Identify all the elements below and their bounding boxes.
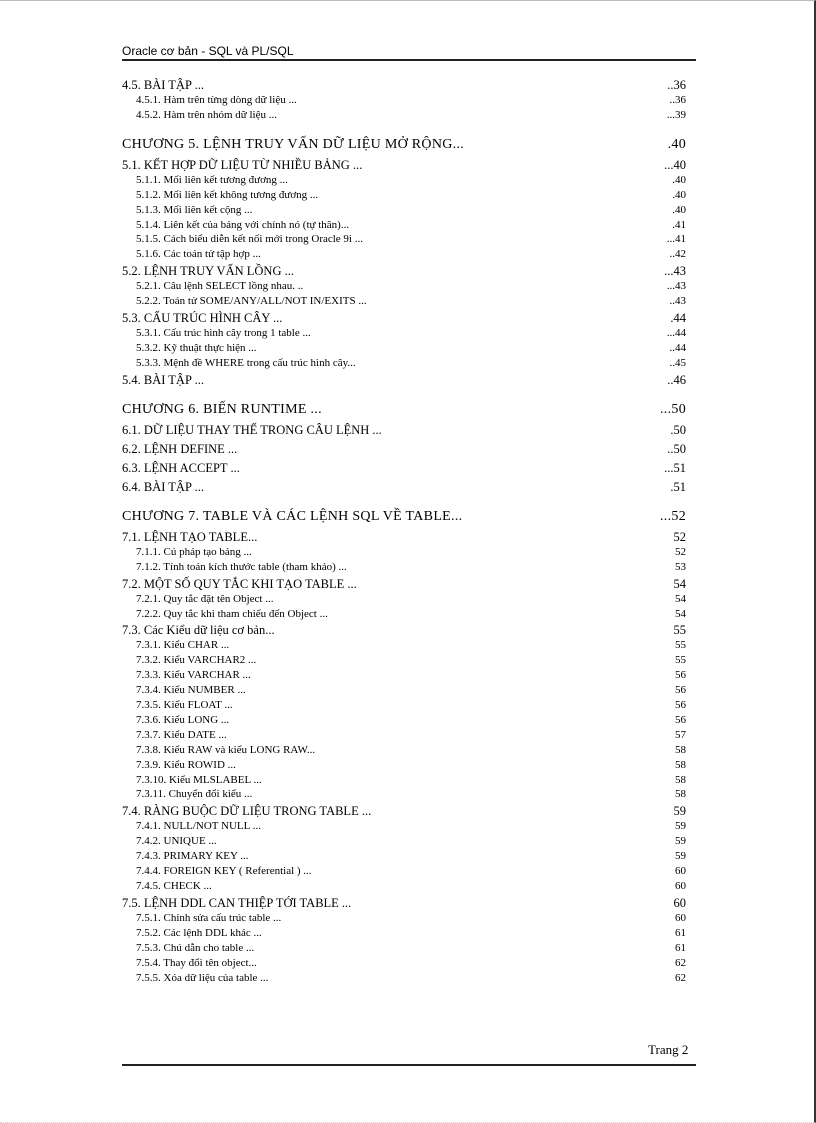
toc-entry-title: 5.1.1. Mối liên kết tương đương ... (136, 173, 288, 186)
toc-entry-page: 60 (673, 895, 686, 910)
toc-entry-title: 7.2.1. Quy tắc đặt tên Object ... (136, 592, 274, 605)
toc-subsection[interactable] (122, 743, 686, 758)
toc-entry-title: 4.5.1. Hàm trên từng dòng dữ liệu ... (136, 94, 297, 106)
toc-entry-title: 5.3.3. Mệnh đề WHERE trong cấu trúc hình cây... (136, 356, 356, 369)
toc-entry-title: 7.3.5. Kiểu FLOAT ... (136, 699, 233, 712)
toc-entry-title: 5.3.1. Cấu trúc hình cây trong 1 table ... (136, 327, 311, 340)
toc-subsection[interactable] (122, 787, 686, 802)
toc-subsection[interactable] (122, 864, 686, 879)
toc-section[interactable] (122, 896, 686, 911)
toc-entry-page: 60 (675, 880, 686, 892)
toc-entry-page: 59 (675, 820, 686, 833)
toc-entry-title: 6.2. LỆNH DEFINE ... (122, 441, 238, 456)
toc-subsection[interactable] (122, 758, 686, 773)
toc-entry-page: ..45 (669, 356, 686, 369)
toc-entry-page: 56 (675, 669, 686, 682)
toc-entry-page: .40 (672, 188, 686, 201)
toc-subsection[interactable] (122, 93, 686, 108)
toc-subsection[interactable] (122, 326, 686, 341)
toc-subsection[interactable] (122, 356, 686, 371)
toc-entry-title: 5.2. LỆNH TRUY VẤN LỒNG ... (122, 264, 294, 279)
toc-subsection[interactable] (122, 819, 686, 834)
toc-entry-title: 7.3.1. Kiểu CHAR ... (136, 639, 230, 652)
toc-subsection[interactable] (122, 218, 686, 233)
toc-entry-title: 7.4.5. CHECK ... (136, 880, 212, 892)
toc-entry-title: 5.1. KẾT HỢP DỮ LIỆU TỪ NHIỀU BẢNG ... (122, 157, 363, 172)
toc-entry-page: 58 (675, 743, 686, 756)
toc-entry-title: 5.1.5. Cách biểu diễn kết nối mới trong Oracle 9i ... (136, 233, 363, 246)
toc-entry-page: 55 (675, 654, 686, 667)
toc-entry-page: 56 (675, 699, 686, 712)
toc-entry-page: .40 (672, 203, 686, 216)
toc-section[interactable] (122, 158, 686, 173)
toc-section[interactable] (122, 311, 686, 326)
toc-entry-title: 5.2.2. Toán tử SOME/ANY/ALL/NOT IN/EXITS ... (136, 295, 367, 308)
toc-chapter[interactable] (122, 136, 686, 154)
toc-entry-page: 56 (675, 713, 686, 726)
toc-entry-page: ...52 (660, 508, 686, 524)
toc-entry-title: CHƯƠNG 7. TABLE VÀ CÁC LỆNH SQL VỀ TABLE... (122, 508, 463, 524)
toc-entry-page: ..42 (669, 248, 686, 261)
toc-entry-title: 7.4. RÀNG BUỘC DỮ LIỆU TRONG TABLE ... (122, 804, 372, 819)
page-header (122, 44, 696, 61)
toc-entry-page: 57 (675, 728, 686, 741)
toc-entry-page: 60 (675, 865, 686, 878)
toc-entry-page: .50 (670, 422, 686, 437)
toc-entry-title: 7.3.6. Kiểu LONG ... (136, 713, 230, 726)
toc-subsection[interactable] (122, 560, 686, 575)
toc-section[interactable] (122, 423, 686, 438)
toc-entry-page: ...43 (666, 280, 686, 293)
toc-entry-title: 5.1.3. Mối liên kết cộng ... (136, 203, 253, 216)
toc-entry-title: 7.5.4. Thay đổi tên object... (136, 956, 257, 969)
toc-subsection[interactable] (122, 971, 686, 986)
toc-subsection[interactable] (122, 849, 686, 864)
toc-entry-page: 55 (675, 639, 686, 652)
toc-entry-title: 7.5.5. Xóa dữ liệu của table ... (136, 971, 269, 984)
toc-entry-title: 7.2.2. Quy tắc khi tham chiếu đến Object ... (136, 607, 328, 620)
toc-entry-page: ...44 (666, 327, 686, 340)
toc-subsection[interactable] (122, 203, 686, 218)
toc-entry-page: .44 (670, 311, 686, 326)
toc-entry-page: ...39 (666, 108, 686, 121)
toc-entry-title: 5.2.1. Câu lệnh SELECT lồng nhau. .. (136, 280, 304, 293)
toc-entry-title: 7.2. MỘT SỐ QUY TẮC KHI TẠO TABLE ... (122, 576, 357, 591)
toc-entry-title: 7.4.4. FOREIGN KEY ( Referential ) ... (136, 865, 312, 878)
toc-entry-title: 7.3.7. Kiểu DATE ... (136, 728, 227, 741)
toc-section[interactable] (122, 264, 686, 279)
header-title: Oracle cơ bản - SQL và PL/SQL (122, 44, 294, 58)
toc-subsection[interactable] (122, 956, 686, 971)
toc-entry-page: .40 (672, 173, 686, 186)
toc-entry-page: 58 (675, 773, 686, 786)
toc-section[interactable] (122, 480, 686, 495)
toc-entry-title: 7.3.8. Kiểu RAW và kiểu LONG RAW... (136, 743, 316, 756)
toc-entry-page: 52 (675, 545, 686, 558)
toc-entry-page: 54 (675, 592, 686, 605)
toc-section[interactable] (122, 804, 686, 819)
toc-entry-title: 5.4. BÀI TẬP ... (122, 372, 204, 387)
toc-subsection[interactable] (122, 713, 686, 728)
footer-rule (122, 1064, 696, 1066)
toc-subsection[interactable] (122, 592, 686, 607)
toc-entry-title: 5.1.2. Mối liên kết không tương đương ... (136, 188, 319, 201)
toc-subsection[interactable] (122, 668, 686, 683)
toc-entry-title: 4.5. BÀI TẬP ... (122, 78, 204, 92)
toc-entry-page: 55 (673, 623, 686, 638)
toc-entry-page: 59 (675, 835, 686, 848)
page-number: Trang 2 (648, 1042, 689, 1057)
toc-entry-title: 7.5.3. Chú dẫn cho table ... (136, 941, 255, 954)
toc-entry-title: 6.1. DỮ LIỆU THAY THẾ TRONG CÂU LỆNH ... (122, 422, 382, 437)
toc-entry-page: ...51 (664, 460, 686, 475)
toc-subsection[interactable] (122, 683, 686, 698)
toc-subsection[interactable] (122, 341, 686, 356)
toc-entry-title: 6.4. BÀI TẬP ... (122, 479, 204, 494)
toc-entry-title: 5.1.6. Các toán tử tập hợp ... (136, 248, 261, 261)
toc-entry-page: 58 (675, 788, 686, 801)
toc-subsection[interactable] (122, 653, 686, 668)
toc-entry-page: ..43 (669, 295, 686, 308)
toc-entry-title: 7.3.3. Kiểu VARCHAR ... (136, 669, 251, 682)
toc-subsection[interactable] (122, 279, 686, 294)
toc-section[interactable] (122, 78, 686, 93)
toc-chapter[interactable] (122, 401, 686, 419)
toc-subsection[interactable] (122, 911, 686, 926)
toc-entry-title: 7.5. LỆNH DDL CAN THIỆP TỚI TABLE ... (122, 895, 352, 910)
toc-entry-title: CHƯƠNG 5. LỆNH TRUY VẤN DỮ LIỆU MỞ RỘNG... (122, 136, 465, 152)
toc-subsection[interactable] (122, 728, 686, 743)
toc-entry-title: 7.1.1. Cú pháp tạo bảng ... (136, 545, 252, 558)
toc-entry-title: 5.3. CẤU TRÚC HÌNH CÂY ... (122, 311, 283, 326)
toc-entry-page: ..36 (669, 94, 686, 106)
toc-chapter[interactable] (122, 508, 686, 526)
toc-section[interactable] (122, 623, 686, 638)
toc-entry-page: ...41 (666, 233, 686, 246)
toc-section[interactable] (122, 373, 686, 388)
toc-entry-page: 59 (675, 850, 686, 863)
toc-entry-page: 53 (675, 560, 686, 573)
toc-entry-title: 7.5.2. Các lệnh DDL khác ... (136, 926, 262, 939)
toc-entry-page: ..50 (667, 441, 686, 456)
toc-entry-title: 5.1.4. Liên kết của bảng với chính nó (tự thân)... (136, 218, 350, 231)
toc-entry-page: .40 (667, 136, 686, 152)
toc-subsection[interactable] (122, 698, 686, 713)
toc-entry-title: 7.4.3. PRIMARY KEY ... (136, 850, 249, 863)
toc-entry-title: CHƯƠNG 6. BIẾN RUNTIME ... (122, 401, 322, 417)
table-of-contents (122, 78, 686, 985)
toc-subsection[interactable] (122, 834, 686, 849)
toc-entry-page: 61 (675, 926, 686, 939)
toc-entry-title: 7.1. LỆNH TẠO TABLE... (122, 529, 258, 544)
toc-entry-page: 54 (675, 607, 686, 620)
toc-entry-page: 54 (673, 576, 686, 591)
toc-entry-page: 61 (675, 941, 686, 954)
toc-entry-page: ..46 (667, 372, 686, 387)
toc-subsection[interactable] (122, 294, 686, 309)
toc-subsection[interactable] (122, 926, 686, 941)
toc-entry-page: 62 (675, 971, 686, 984)
toc-section[interactable] (122, 442, 686, 457)
toc-subsection[interactable] (122, 173, 686, 188)
toc-subsection[interactable] (122, 108, 686, 123)
toc-subsection[interactable] (122, 879, 686, 894)
toc-section[interactable] (122, 577, 686, 592)
toc-entry-page: .51 (670, 479, 686, 494)
toc-entry-title: 7.1.2. Tính toán kích thước table (tham khảo) ... (136, 560, 347, 573)
toc-entry-page: ...40 (664, 157, 686, 172)
toc-entry-page: 52 (673, 529, 686, 544)
toc-entry-title: 6.3. LỆNH ACCEPT ... (122, 460, 240, 475)
toc-subsection[interactable] (122, 607, 686, 622)
toc-entry-page: ..36 (667, 78, 686, 92)
toc-entry-page: 62 (675, 956, 686, 969)
toc-subsection[interactable] (122, 638, 686, 653)
toc-subsection[interactable] (122, 941, 686, 956)
toc-subsection[interactable] (122, 188, 686, 203)
toc-entry-page: 59 (673, 804, 686, 819)
toc-entry-page: 60 (675, 911, 686, 924)
toc-subsection[interactable] (122, 773, 686, 788)
toc-section[interactable] (122, 530, 686, 545)
toc-subsection[interactable] (122, 545, 686, 560)
toc-entry-page: 58 (675, 758, 686, 771)
toc-entry-page: ...43 (664, 264, 686, 279)
toc-section[interactable] (122, 461, 686, 476)
toc-entry-title: 7.4.2. UNIQUE ... (136, 835, 217, 848)
toc-entry-title: 7.5.1. Chỉnh sửa cấu trúc table ... (136, 911, 282, 924)
toc-subsection[interactable] (122, 232, 686, 247)
toc-entry-title: 7.4.1. NULL/NOT NULL ... (136, 820, 261, 833)
toc-entry-title: 7.3.2. Kiểu VARCHAR2 ... (136, 654, 257, 667)
toc-entry-page: .41 (672, 218, 686, 231)
toc-entry-title: 7.3. Các Kiểu dữ liệu cơ bản... (122, 623, 275, 638)
toc-subsection[interactable] (122, 247, 686, 262)
toc-entry-page: 56 (675, 684, 686, 697)
toc-entry-title: 7.3.10. Kiểu MLSLABEL ... (136, 773, 262, 786)
toc-entry-title: 4.5.2. Hàm trên nhóm dữ liệu ... (136, 108, 277, 121)
toc-entry-title: 7.3.11. Chuyển đổi kiểu ... (136, 788, 253, 801)
toc-entry-title: 7.3.4. Kiểu NUMBER ... (136, 684, 246, 697)
toc-entry-title: 7.3.9. Kiểu ROWID ... (136, 758, 236, 771)
toc-entry-page: ..44 (669, 341, 686, 354)
toc-entry-title: 5.3.2. Kỹ thuật thực hiện ... (136, 341, 257, 354)
toc-entry-page: ...50 (660, 401, 686, 417)
